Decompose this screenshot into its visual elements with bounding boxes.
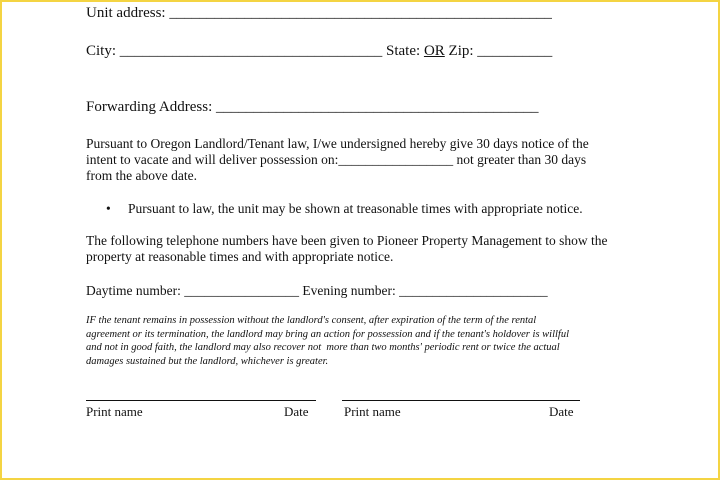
- date-label-2: Date: [549, 404, 574, 419]
- phone-line-1: The following telephone numbers have been given to Pioneer Property Management to show the: [86, 233, 608, 248]
- signature-line-1[interactable]: [86, 400, 316, 401]
- print-name-label-1: Print name: [86, 404, 143, 419]
- unit-address-line: [86, 5, 552, 22]
- legal-notice: [86, 314, 646, 368]
- bullet-text: Pursuant to law, the unit may be shown at treasonable times with appropriate notice.: [128, 201, 583, 216]
- evening-label: Evening number:: [298, 283, 396, 298]
- city-state-zip-line: [86, 43, 552, 60]
- forwarding-address-line: [86, 99, 539, 116]
- unit-address-label: Unit address:: [86, 5, 166, 21]
- city-label: City:: [86, 43, 117, 59]
- legal-line-3: and not in good faith, the landlord may also recover not more than two months' periodic rent or twice the actual: [86, 342, 560, 353]
- legal-line-4: damages sustained but the landlord, whichever is greater.: [86, 355, 329, 367]
- state-value: OR: [423, 43, 445, 59]
- notice-paragraph: [86, 136, 646, 184]
- print-name-label-2: Print name: [344, 404, 401, 419]
- date-label-1: Date: [284, 404, 309, 419]
- city-field[interactable]: ___________________________________: [116, 43, 383, 59]
- forwarding-address-field[interactable]: ___________________________________________: [212, 99, 539, 115]
- bullet-item: [106, 201, 583, 217]
- zip-label: Zip:: [444, 43, 478, 59]
- notice-line-2: intent to vacate and will deliver possession on:_________________ not greater than 30 days: [86, 152, 587, 167]
- forwarding-address-label: Forwarding Address:: [86, 99, 213, 115]
- phone-line-2: property at reasonable times and with appropriate notice.: [86, 249, 394, 264]
- evening-field[interactable]: ______________________: [395, 283, 548, 298]
- phone-numbers-line: [86, 282, 548, 299]
- legal-line-2: agreement or its termination, the landlord may bring an action for possession and if the tenant's holdover is willful: [86, 328, 569, 340]
- bullet-glyph: •: [106, 201, 111, 216]
- zip-field[interactable]: __________: [477, 43, 553, 59]
- legal-line-1: IF the tenant remains in possession without the landlord's consent, after expiration of the term of the rental: [86, 315, 537, 326]
- signature-line-2[interactable]: [342, 400, 580, 401]
- state-label: State:: [382, 43, 424, 59]
- daytime-label: Daytime number:: [86, 283, 181, 298]
- notice-line-3: from the above date.: [86, 168, 197, 183]
- phone-paragraph: [86, 233, 646, 265]
- daytime-field[interactable]: _________________: [180, 283, 299, 298]
- notice-line-1: Pursuant to Oregon Landlord/Tenant law, I/we undersigned hereby give 30 days notice of the: [86, 136, 589, 151]
- unit-address-field[interactable]: ___________________________________________________: [165, 5, 552, 21]
